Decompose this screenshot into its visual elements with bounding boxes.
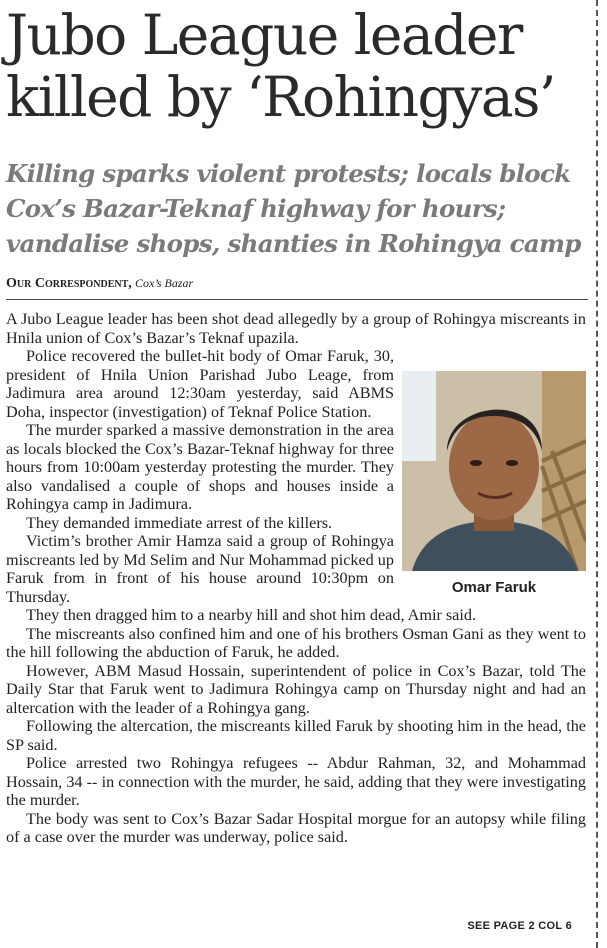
photo-caption: Omar Faruk [451,579,537,596]
paragraph: They then dragged him to a nearby hill and shot him dead, Amir said. [26,606,477,624]
paragraph: A Jubo League leader has been shot dead allegedly by a group of Rohingya miscreants in Hnila union of Cox’s Bazar’s Teknaf upazila. [6,310,586,347]
paragraph: The body was sent to Cox’s Bazar Sadar Hospital morgue for an autopsy while filing of a case over the murder was underway, police said. [6,809,586,846]
headline: Jubo League leader killed by ‘Rohingyas’ [6,3,555,129]
paragraph: The miscreants also confined him and one of his brothers Osman Gani as they went to the hill following the abduction of Faruk, he added. [6,624,586,661]
subheadline: Killing sparks violent protests; locals block Cox’s Bazar-Teknaf highway for hours; vandalise shops, shanties in Rohingya camp [6,159,581,258]
byline-name: Our Correspondent, [6,276,132,291]
continuation-link[interactable]: SEE PAGE 2 COL 6 [467,920,572,932]
paragraph: Police recovered the bullet-hit body of Omar Faruk, 30, president of Hnila Union Parishad Jubo Leage, from Jadimura area around 12:30am yesterday, said ABMS Doha, inspector (investigation) of Teknaf Police Station. [6,347,394,421]
photo-figure [402,371,586,603]
paragraph: Following the altercation, the miscreants killed Faruk by shooting him in the head, the SP said. [6,717,586,754]
paragraph: They demanded immediate arrest of the killers. [26,513,333,532]
paragraph: Victim’s brother Amir Hamza said a group of Rohingya miscreants led by Md Selim and Nur Mohammad picked up Faruk from in front of his house around 10:30pm on Thursday. [6,532,394,606]
portrait-photo [402,371,586,571]
byline [6,275,586,292]
paragraph: The murder sparked a massive demonstration in the area as locals blocked the Cox’s Bazar-Teknaf highway for three hours from 10:00am yesterday protesting the murder. They also vandalised a couple of shops and houses inside a Rohingya camp in Jadimura. [6,421,394,513]
paragraph: Police arrested two Rohingya refugees -- Abdur Rahman, 32, and Mohammad Hossain, 34 -- in connection with the murder, he said, adding that they were investigating the murder. [6,754,586,809]
column-divider [596,0,598,948]
divider [6,299,588,300]
article-body [6,310,586,847]
paragraph: However, ABM Masud Hossain, superintendent of police in Cox’s Bazar, told The Daily Star that Faruk went to Jadimura Rohingya camp on Thursday night and had an altercation with the leader of a Rohingya gang. [6,661,586,717]
byline-place: Cox’s Bazar [135,276,194,290]
